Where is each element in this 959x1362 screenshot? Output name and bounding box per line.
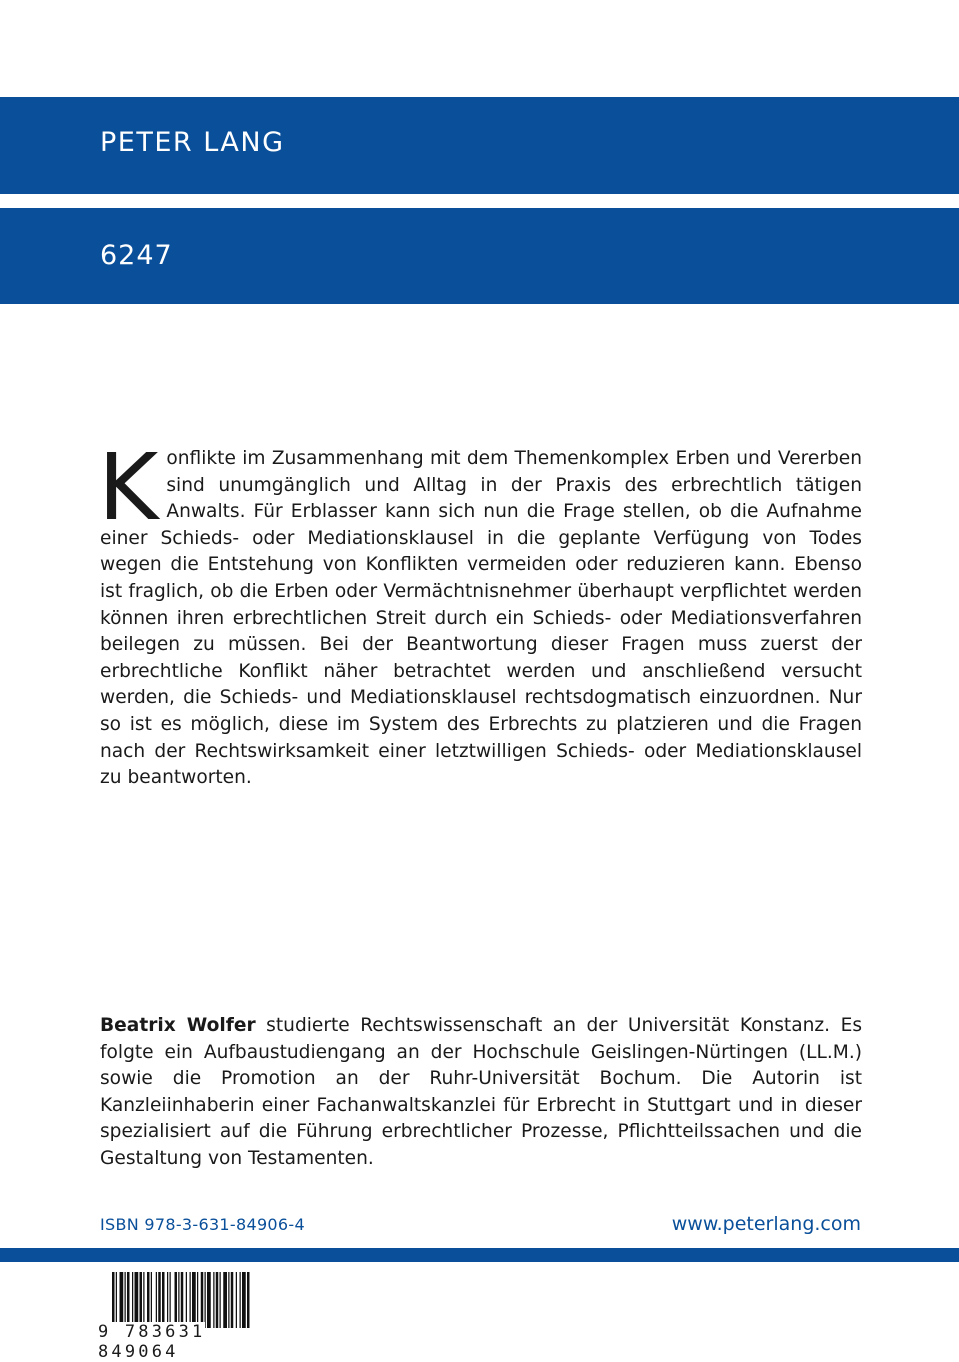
barcode-digits — [98, 1322, 288, 1362]
barcode-bar — [135, 1272, 139, 1328]
barcode-bar — [201, 1272, 204, 1328]
barcode-bar — [247, 1272, 250, 1328]
barcode-bar — [190, 1272, 191, 1328]
publisher-band — [0, 97, 959, 194]
barcode-bar — [162, 1272, 165, 1328]
barcode-bar — [151, 1272, 152, 1328]
barcode-bar — [178, 1272, 179, 1328]
barcode-bar — [242, 1272, 246, 1328]
barcode-bars — [98, 1272, 288, 1328]
series-band — [0, 208, 959, 304]
barcode-bar — [236, 1272, 237, 1328]
author-name: Beatrix Wolfer — [100, 1015, 256, 1036]
barcode-bar — [116, 1272, 117, 1328]
series-number: 6247 — [100, 240, 173, 271]
barcode-bar — [127, 1272, 130, 1328]
barcode-bar — [213, 1272, 214, 1328]
barcode-bar — [186, 1272, 187, 1328]
barcode-bar — [156, 1272, 157, 1328]
barcode-bar — [223, 1272, 227, 1328]
barcode — [98, 1272, 288, 1362]
barcode-bar — [167, 1272, 168, 1328]
barcode-bar — [140, 1272, 143, 1328]
barcode-bar — [240, 1272, 241, 1328]
barcode-bar — [197, 1272, 198, 1328]
barcode-bar — [175, 1272, 178, 1328]
barcode-bar — [143, 1272, 144, 1328]
barcode-bar — [205, 1272, 206, 1328]
barcode-bar — [132, 1272, 133, 1328]
barcode-bar — [147, 1272, 150, 1328]
author-bio-text: studierte Rechtswissenschaft an der Universität Konstanz. Es folgte ein Aufbaustudiengang an der Hochschule Geislingen-Nürtingen (LL.M.) sowie die Promotion an der Ruhr-Universität Bochum. Die Autorin ist Kanzleiinhaberin einer Fachanwaltskanzlei für Erbrecht in Stuttgart und in dieser spezialisiert auf die Führung erbrechtlicher Prozesse, Pflichtteilssachen und die Gestaltung von Testamenten. — [100, 1015, 863, 1169]
barcode-digits-text: 9 783631 849064 — [98, 1322, 206, 1362]
publisher-name: PETER LANG — [100, 127, 285, 158]
bottom-band — [0, 1248, 959, 1262]
barcode-bar — [181, 1272, 184, 1328]
barcode-bar — [112, 1272, 115, 1328]
barcode-bar — [158, 1272, 161, 1328]
barcode-bar — [231, 1272, 234, 1328]
barcode-bar — [125, 1272, 126, 1328]
barcode-bar — [192, 1272, 196, 1328]
isbn: ISBN 978-3-631-84906-4 — [100, 1215, 305, 1234]
barcode-bar — [120, 1272, 124, 1328]
book-blurb — [98, 434, 862, 792]
barcode-bar — [207, 1272, 211, 1328]
blurb-text: onflikte im Zusammenhang mit dem Themenkomplex Erben und Vererben sind unumgänglich und Alltag in der Praxis des erbrechtlich tätigen Anwalts. Für Erblasser kann sich nun die Frage stellen, ob die Aufnahme einer Schieds- oder Mediationsklausel in die geplante Verfügung von Todes wegen die Entstehung von Konflikten vermeiden oder reduzieren kann. Ebenso ist fraglich, ob die Erben oder Vermächtnisnehmer überhaupt verpflichtet werden können ihren erbrechtlichen Streit durch ein Schieds- oder Mediationsverfahren beilegen zu müssen. Bei der Beantwortung dieser Fragen muss zuerst der erbrechtliche Konflikt näher betrachtet werden und anschließend versucht werden, die Schieds- und Mediationsklausel rechtsdogmatisch einzuordnen. Nur so ist es möglich, diese im System des Erbrechts zu platzieren und die Fragen nach der Rechtswirksamkeit einer letztwilligen Schieds- oder Mediationsklausel zu beantworten. — [100, 448, 862, 789]
publisher-url[interactable]: www.peterlang.com — [671, 1213, 861, 1235]
drop-cap: K — [98, 434, 159, 541]
barcode-bar — [216, 1272, 219, 1328]
barcode-bar — [170, 1272, 171, 1328]
author-bio — [100, 1013, 862, 1173]
barcode-bar — [220, 1272, 221, 1328]
barcode-bar — [228, 1272, 229, 1328]
